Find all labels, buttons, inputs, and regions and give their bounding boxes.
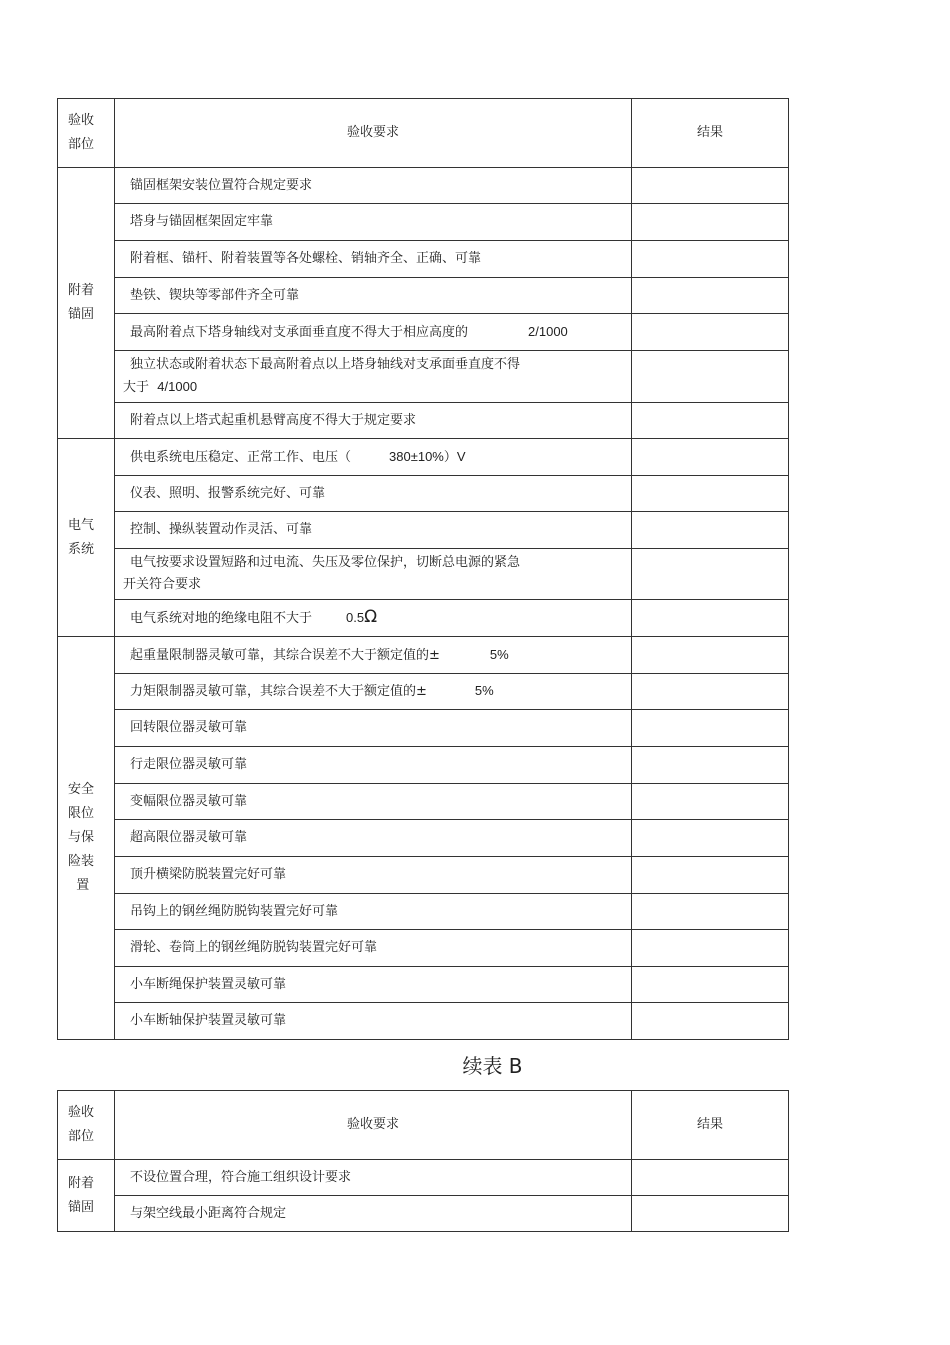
result-cell[interactable] — [632, 857, 789, 894]
result-cell[interactable] — [632, 930, 789, 967]
requirement-cell: 滑轮、卷筒上的钢丝绳防脱钩装置完好可靠 — [115, 930, 632, 967]
requirement-cell: 行走限位器灵敏可靠 — [115, 747, 632, 784]
requirement-cell: 垫铁、锲块等零部件齐全可靠 — [115, 278, 632, 314]
group-name-line: 险装 — [68, 854, 95, 869]
table-row — [58, 894, 789, 930]
group-name-line: 锚固 — [68, 1199, 95, 1215]
requirement-cell — [115, 674, 632, 710]
requirement-value: 4/1000 — [157, 379, 198, 394]
result-cell[interactable] — [632, 747, 789, 784]
table-row — [58, 204, 789, 241]
requirement-cell: 塔身与锚固框架固定牢靠 — [115, 204, 632, 241]
requirement-cell: 仪表、照明、报警系统完好、可靠 — [115, 476, 632, 512]
requirement-cell: 超高限位器灵敏可靠 — [115, 820, 632, 857]
result-cell[interactable] — [632, 204, 789, 241]
group-name-line: 锚固 — [68, 307, 95, 322]
requirement-cell: 吊钩上的钢丝绳防脱钩装置完好可靠 — [115, 894, 632, 930]
group-name-line: 附着 — [68, 283, 95, 298]
result-cell[interactable] — [632, 351, 789, 403]
header-part-line: 验收 — [68, 113, 95, 128]
result-cell[interactable] — [632, 967, 789, 1003]
group-part-cell — [58, 439, 115, 637]
requirement-cell — [115, 314, 632, 351]
table-row — [58, 747, 789, 784]
table-row — [58, 314, 789, 351]
requirement-value: 2/1000 — [528, 323, 568, 339]
result-cell[interactable] — [632, 674, 789, 710]
result-cell[interactable] — [632, 600, 789, 637]
requirement-cell: 控制、操纵装置动作灵活、可靠 — [115, 512, 632, 549]
result-cell[interactable] — [632, 820, 789, 857]
table-row — [58, 710, 789, 747]
requirement-cell: 变幅限位器灵敏可靠 — [115, 784, 632, 820]
header-result-cell: 结果 — [632, 1091, 789, 1160]
requirement-cell — [115, 351, 632, 403]
table-row — [58, 351, 789, 403]
table-row — [58, 278, 789, 314]
header-part-cell — [58, 1091, 115, 1160]
result-cell[interactable] — [632, 439, 789, 476]
result-cell[interactable] — [632, 168, 789, 204]
requirement-cell: 不设位置合理，符合施工组织设计要求 — [115, 1160, 632, 1196]
table-row — [58, 549, 789, 600]
table-row — [58, 241, 789, 278]
table-row — [58, 403, 789, 439]
table-row — [58, 820, 789, 857]
requirement-value: 380±10%）V — [389, 448, 466, 464]
requirement-text: 开关符合要求 — [123, 577, 202, 592]
requirement-cell: 顶升横梁防脱装置完好可靠 — [115, 857, 632, 894]
ohm-symbol: Ω — [364, 607, 378, 627]
group-part-cell — [58, 168, 115, 439]
requirement-cell — [115, 549, 632, 600]
table-row — [58, 476, 789, 512]
requirement-cell — [115, 600, 632, 637]
table-row — [58, 857, 789, 894]
requirement-text: 电气按要求设置短路和过电流、失压及零位保护，切断总电源的紧急 — [130, 555, 521, 570]
table-row — [58, 674, 789, 710]
requirement-text: 大于 — [123, 380, 150, 395]
header-part-line: 部位 — [68, 137, 95, 152]
requirement-cell — [115, 637, 632, 674]
group-name-line: 置 — [76, 878, 90, 893]
requirement-text: 独立状态或附着状态下最高附着点以上塔身轴线对支承面垂直度不得 — [130, 357, 521, 372]
group-part-cell — [58, 1160, 115, 1232]
header-part-line: 验收 — [68, 1105, 95, 1120]
group-name-line: 安全 — [68, 782, 95, 797]
result-cell[interactable] — [632, 1196, 789, 1232]
table-row — [58, 930, 789, 967]
requirement-text: 供电系统电压稳定、正常工作、电压（ — [130, 449, 352, 465]
header-requirement-cell: 验收要求 — [115, 1091, 632, 1160]
result-cell[interactable] — [632, 1160, 789, 1196]
header-requirement-cell: 验收要求 — [115, 99, 632, 168]
group-part-cell — [58, 637, 115, 1040]
table-row — [58, 1196, 789, 1232]
group-name-line: 附着 — [68, 1175, 95, 1191]
result-cell[interactable] — [632, 549, 789, 600]
table-row — [58, 512, 789, 549]
requirement-cell: 附着点以上塔式起重机悬臂高度不得大于规定要求 — [115, 403, 632, 439]
acceptance-table-continued — [57, 1090, 789, 1232]
result-cell[interactable] — [632, 278, 789, 314]
group-name-line: 系统 — [68, 541, 95, 557]
requirement-cell: 与架空线最小距离符合规定 — [115, 1196, 632, 1232]
group-name-line: 限位 — [68, 806, 95, 821]
result-cell[interactable] — [632, 894, 789, 930]
table-header-row — [58, 1091, 789, 1160]
requirement-cell — [115, 439, 632, 476]
result-cell[interactable] — [632, 403, 789, 439]
table-row — [58, 600, 789, 637]
table-caption: 续表 B — [462, 1054, 523, 1078]
result-cell[interactable] — [632, 512, 789, 549]
table-row — [58, 439, 789, 476]
result-cell[interactable] — [632, 637, 789, 674]
header-part-cell — [58, 99, 115, 168]
requirement-cell: 附着框、锚杆、附着装置等各处螺栓、销轴齐全、正确、可靠 — [115, 241, 632, 278]
acceptance-table — [57, 98, 789, 1040]
table-row — [58, 1003, 789, 1040]
requirement-cell: 小车断轴保护装置灵敏可靠 — [115, 1003, 632, 1040]
table-header-row — [58, 99, 789, 168]
requirement-value: 5% — [489, 646, 509, 662]
result-cell[interactable] — [632, 314, 789, 351]
result-cell[interactable] — [632, 476, 789, 512]
requirement-value: 5% — [474, 683, 494, 698]
requirement-value: 0.5 — [346, 610, 365, 625]
table-row — [58, 637, 789, 674]
table-row — [58, 967, 789, 1003]
requirement-cell: 小车断绳保护装置灵敏可靠 — [115, 967, 632, 1003]
requirement-cell: 锚固框架安装位置符合规定要求 — [115, 168, 632, 204]
group-name-line: 与保 — [68, 830, 95, 845]
requirement-text: 起重量限制器灵敏可靠，其综合误差不大于额定值的± — [130, 647, 440, 663]
header-result-cell: 结果 — [632, 99, 789, 168]
result-cell[interactable] — [632, 1003, 789, 1040]
requirement-text: 力矩限制器灵敏可靠，其综合误差不大于额定值的± — [130, 684, 427, 699]
result-cell[interactable] — [632, 710, 789, 747]
header-part-line: 部位 — [68, 1129, 95, 1144]
group-name-line: 电气 — [68, 517, 95, 533]
requirement-cell: 回转限位器灵敏可靠 — [115, 710, 632, 747]
table-row — [58, 168, 789, 204]
result-cell[interactable] — [632, 784, 789, 820]
requirement-text: 最高附着点下塔身轴线对支承面垂直度不得大于相应高度的 — [130, 324, 469, 340]
result-cell[interactable] — [632, 241, 789, 278]
table-row — [58, 1160, 789, 1196]
requirement-text: 电气系统对地的绝缘电阻不大于 — [130, 611, 313, 626]
table-row — [58, 784, 789, 820]
